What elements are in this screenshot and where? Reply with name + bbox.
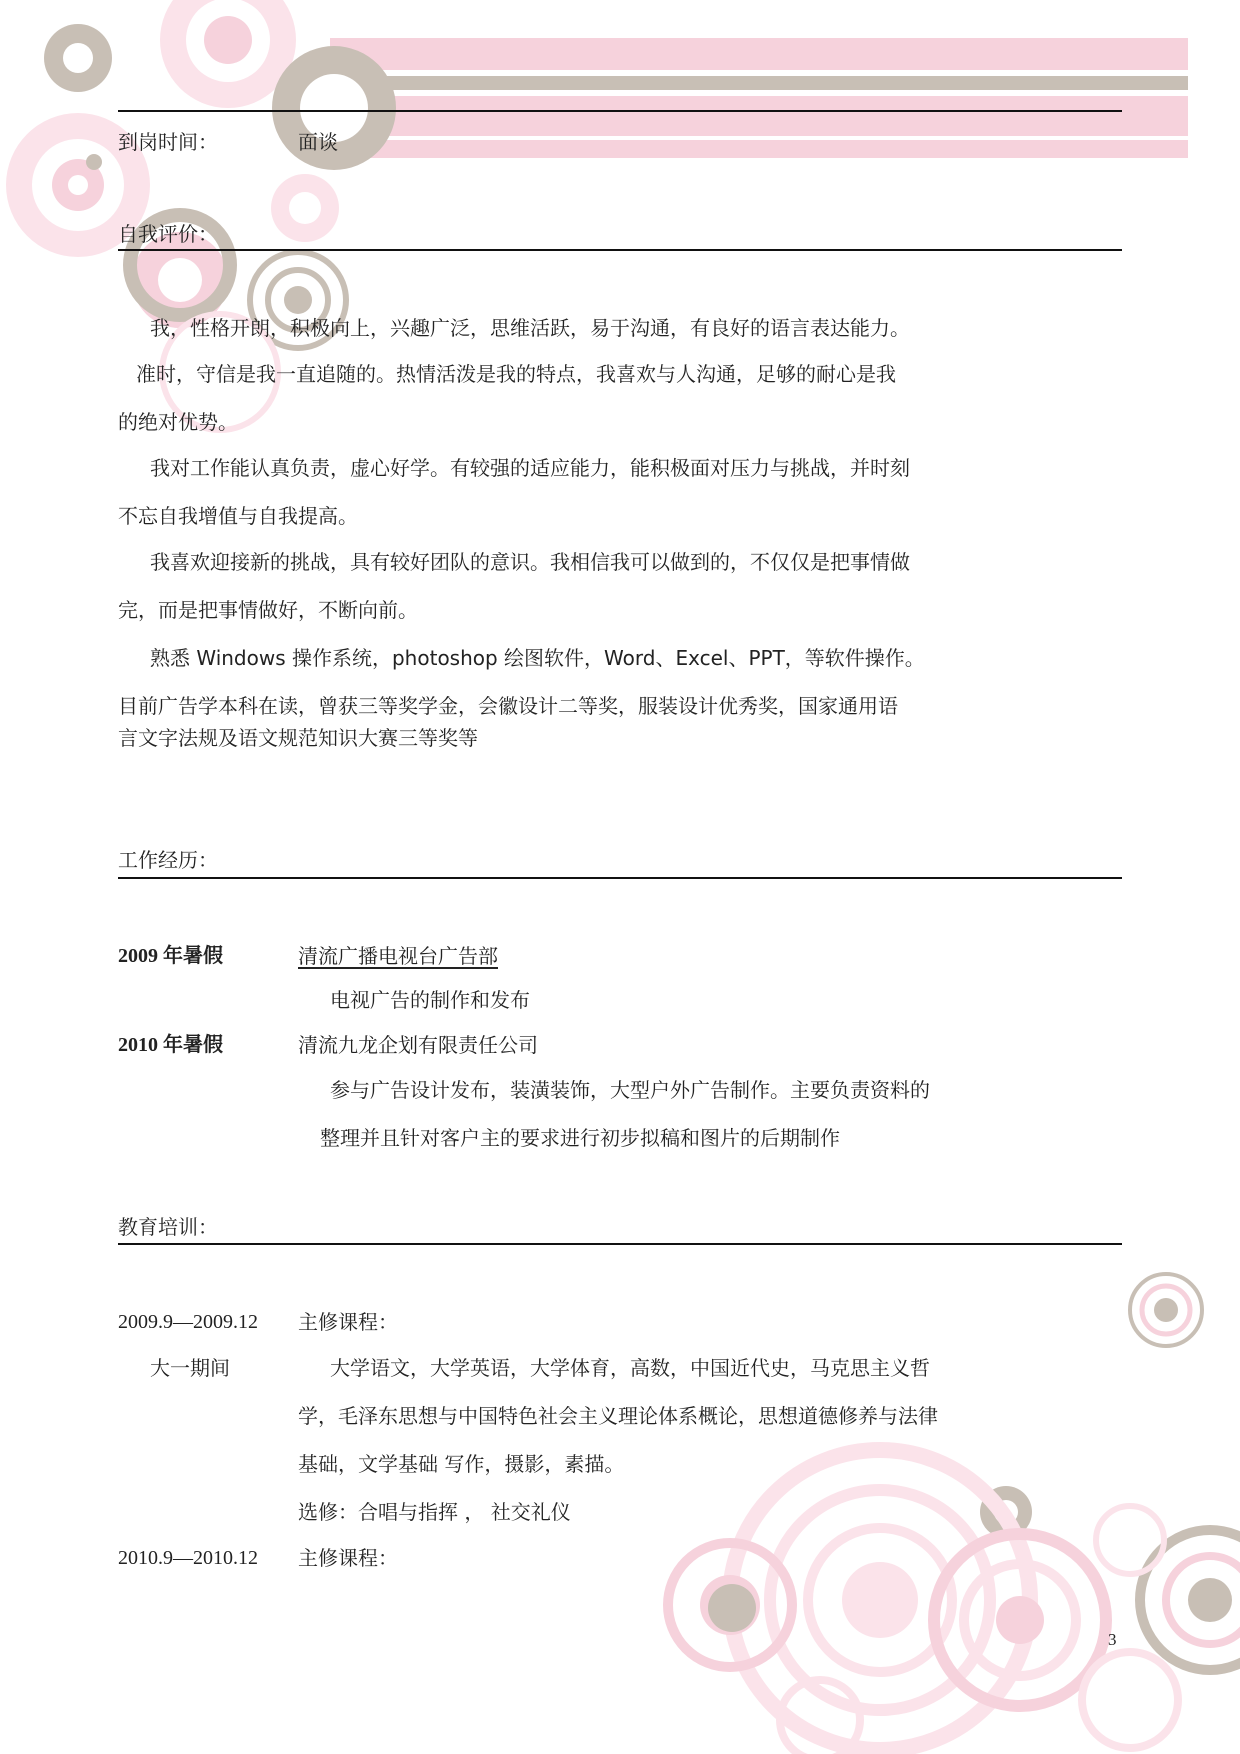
education-period: 2010.9—2010.12 <box>118 1547 258 1569</box>
self-eval-line: 我，性格开朗，积极向上，兴趣广泛，思维活跃，易于沟通，有良好的语言表达能力。 <box>150 316 910 340</box>
self-eval-divider <box>118 249 1122 251</box>
work-company: 清流九龙企划有限责任公司 <box>298 1033 538 1057</box>
self-eval-line: 目前广告学本科在读，曾获三等奖学金，会徽设计二等奖，服装设计优秀奖，国家通用语 <box>118 694 898 718</box>
courses-label: 主修课程： <box>298 1310 398 1334</box>
work-company-link[interactable]: 清流广播电视台广告部 <box>298 944 498 968</box>
self-eval-line: 熟悉 Windows 操作系统，photoshop 绘图软件，Word、Excel、PPT，等软件操作。 <box>150 646 925 670</box>
course-line: 基础，文学基础 写作，摄影，素描。 <box>298 1452 625 1476</box>
page-number: 3 <box>1108 1630 1117 1649</box>
education-period: 2009.9—2009.12 <box>118 1311 258 1333</box>
self-eval-line: 完，而是把事情做好，不断向前。 <box>118 598 418 622</box>
work-description: 整理并且针对客户主的要求进行初步拟稿和图片的后期制作 <box>320 1126 840 1150</box>
self-eval-heading: 自我评价： <box>118 222 218 246</box>
top-divider <box>118 110 1122 112</box>
self-eval-line: 的绝对优势。 <box>118 410 238 434</box>
arrival-value: 面谈 <box>298 130 338 154</box>
work-heading: 工作经历： <box>118 848 218 872</box>
elective-line: 选修：合唱与指挥 ， 社交礼仪 <box>298 1500 571 1524</box>
self-eval-line: 准时，守信是我一直追随的。热情活泼是我的特点，我喜欢与人沟通，足够的耐心是我 <box>136 362 896 386</box>
self-eval-line: 我对工作能认真负责，虚心好学。有较强的适应能力，能积极面对压力与挑战，并时刻 <box>150 456 910 480</box>
work-description: 参与广告设计发布，装潢装饰，大型户外广告制作。主要负责资料的 <box>330 1078 930 1102</box>
education-divider <box>118 1243 1122 1245</box>
course-line: 大学语文，大学英语，大学体育，高数，中国近代史，马克思主义哲 <box>330 1356 930 1380</box>
course-line: 学，毛泽东思想与中国特色社会主义理论体系概论，思想道德修养与法律 <box>298 1404 938 1428</box>
work-period: 2009 年暑假 <box>118 945 223 967</box>
work-divider <box>118 877 1122 879</box>
work-period: 2010 年暑假 <box>118 1034 223 1056</box>
self-eval-line: 不忘自我增值与自我提高。 <box>118 504 358 528</box>
work-description: 电视广告的制作和发布 <box>330 988 530 1012</box>
education-heading: 教育培训： <box>118 1215 218 1239</box>
self-eval-line: 我喜欢迎接新的挑战，具有较好团队的意识。我相信我可以做到的，不仅仅是把事情做 <box>150 550 910 574</box>
self-eval-line: 言文字法规及语文规范知识大赛三等奖等 <box>118 726 478 750</box>
arrival-label: 到岗时间： <box>118 130 218 154</box>
courses-label: 主修课程： <box>298 1546 398 1570</box>
education-sub-period: 大一期间 <box>150 1356 230 1380</box>
